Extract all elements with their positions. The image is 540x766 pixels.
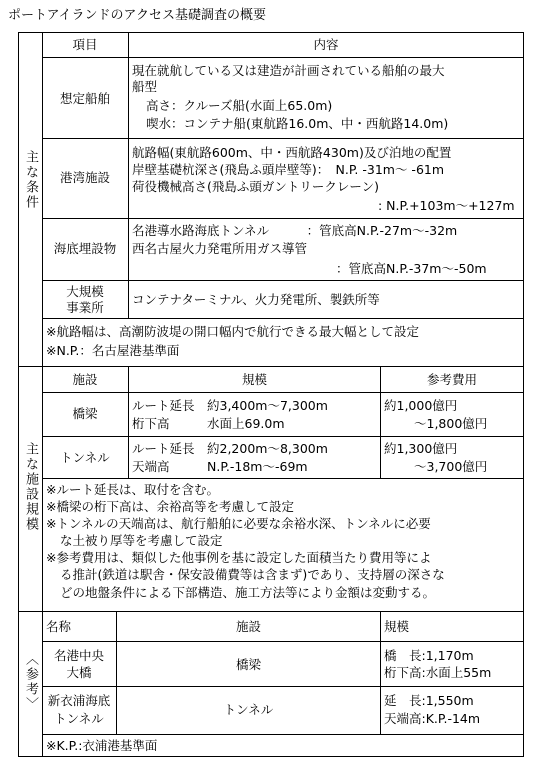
page-title: ポートアイランドのアクセス基礎調査の概要 xyxy=(8,8,267,23)
row-line: 船型 xyxy=(132,79,158,94)
note: ※橋梁の桁下高は、余裕高等を考慮して設定 xyxy=(46,499,294,514)
row-line: 現在就航している又は建造が計画されている船舶の最大 xyxy=(132,63,445,78)
row-scale: 桁下高 水面上69.0m xyxy=(132,416,285,431)
row-scale: ルート延長 約3,400m～7,300m xyxy=(132,398,328,413)
row-line: : N.P.+103m～+127m xyxy=(378,198,515,213)
header-cost: 参考費用 xyxy=(426,372,477,387)
row-scale: ルート延長 約2,200m～8,300m xyxy=(132,441,328,456)
row-cost: ～1,800億円 xyxy=(414,416,488,431)
row-line: ：管底高N.P.-37m～-50m xyxy=(336,261,487,276)
row-line: 岸壁基礎杭深さ(飛島ふ頭岸壁等)： N.P. -31m～ -61m xyxy=(132,162,445,177)
header-scale: 規模 xyxy=(241,372,267,387)
note: ※トンネルの天端高は、航行船舶に必要な余裕水深、トンネルに必要 xyxy=(46,516,431,531)
row-cost: ～3,700億円 xyxy=(414,459,488,474)
note: ※参考費用は、類似した他事例を基に設定した面積当たり費用等によ xyxy=(46,550,432,565)
row-name: 名港中央 xyxy=(53,648,104,663)
row-scale: 延 長:1,550m xyxy=(384,693,474,708)
row-scale: 天端高 N.P.-18m～-69m xyxy=(132,459,308,474)
header-name: 名称 xyxy=(46,619,72,634)
row-name: 海底埋設物 xyxy=(53,241,117,256)
row-name: トンネル xyxy=(54,711,104,726)
note: な土被り厚等を考慮して設定 xyxy=(60,533,223,548)
row-scale: 天端高:K.P.-14m xyxy=(384,711,481,726)
header-facility: 施設 xyxy=(72,372,98,387)
note: どの地盤条件による下部構造、施工方法等により金額は変動する。 xyxy=(60,585,436,600)
row-name: 港湾施設 xyxy=(59,170,110,185)
row-name: 新衣浦海底 xyxy=(47,693,111,708)
row-facility: 橋梁 xyxy=(72,406,98,421)
row-scale: 桁下高:水面上55m xyxy=(384,665,492,680)
header-scale: 規模 xyxy=(384,619,410,634)
header-item: 項目 xyxy=(72,37,98,52)
row-line: コンテナターミナル、火力発電所、製鉄所等 xyxy=(132,292,380,307)
row-line: 西名古屋火力発電所用ガス導管 xyxy=(132,241,308,256)
row-cost: 約1,300億円 xyxy=(384,441,458,456)
row-line: 荷役機械高さ(飛島ふ頭ガントリークレーン) xyxy=(132,179,380,194)
note: ※ルート延長は、取付を含む。 xyxy=(46,482,219,497)
section-label-main-conditions: 主な条件 xyxy=(23,150,38,210)
section-label-facility-scale: 主な施設規模 xyxy=(23,442,38,532)
note: ※航路幅は、高潮防波堤の開口幅内で航行できる最大幅として設定 xyxy=(46,324,419,339)
row-line: 航路幅(東航路600m、中・西航路430m)及び泊地の配置 xyxy=(132,145,452,160)
row-line: 喫水：コンテナ船(東航路16.0m、中・西航路14.0m) xyxy=(146,116,449,131)
row-name: 想定船舶 xyxy=(59,91,110,106)
row-line: 名港導水路海底トンネル ：管底高N.P.-27m～-32m xyxy=(132,223,458,238)
header-content: 内容 xyxy=(313,37,339,52)
row-scale: 橋 長:1,170m xyxy=(384,648,474,663)
section-label-reference: 〈参考〉 xyxy=(23,652,38,712)
row-name: 事業所 xyxy=(66,300,104,315)
row-facility: トンネル xyxy=(223,702,274,717)
row-facility: 橋梁 xyxy=(235,657,261,672)
row-line: 高さ：クルーズ船(水面上65.0m) xyxy=(146,98,333,113)
note: ※K.P.:衣浦港基準面 xyxy=(46,738,158,753)
row-name: 大橋 xyxy=(66,665,92,680)
note: ※N.P.：名古屋港基準面 xyxy=(46,343,180,358)
row-name: 大規模 xyxy=(66,284,104,299)
note: る推計(鉄道は駅舎・保安設備費等は含まず)であり、支持層の深さな xyxy=(60,567,445,582)
row-facility: トンネル xyxy=(60,450,110,465)
header-facility: 施設 xyxy=(235,619,261,634)
row-cost: 約1,000億円 xyxy=(384,398,458,413)
